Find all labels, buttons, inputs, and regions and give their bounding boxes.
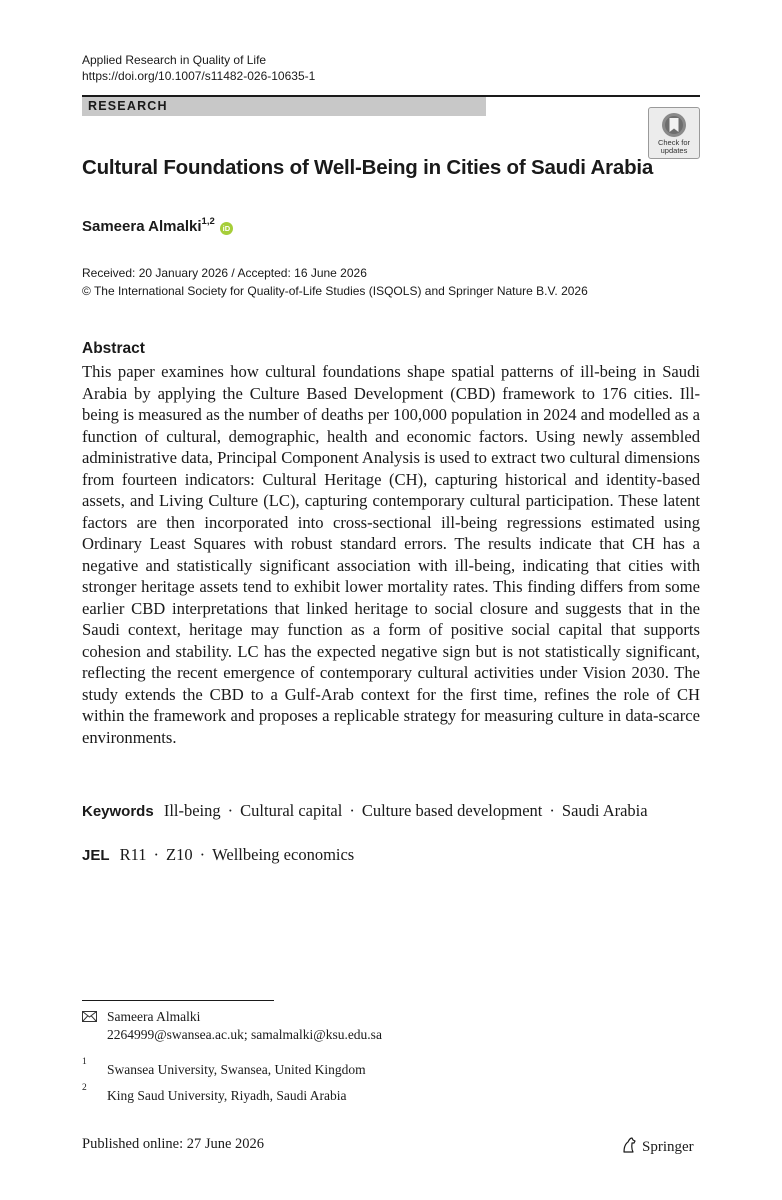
orcid-icon[interactable]: iD [220, 222, 233, 235]
jel-label: JEL [82, 847, 110, 864]
keywords-line: Keywords Ill-being · Cultural capital · Culture based development · Saudi Arabia [82, 801, 648, 820]
envelope-icon [82, 1011, 97, 1022]
keyword: Ill-being [163, 801, 221, 820]
journal-name: Applied Research in Quality of Life [82, 53, 267, 67]
abstract-text: This paper examines how cultural foundations shape spatial patterns of ill-being in Saudi Arabia by applying the Culture Based Development (CBD) framework to 176 cities. Ill-being is measured as the number of deaths per 100,000 population in 2024 and modelled as a function of cultural, demographic, health and economic factors. Using newly assembled administrative data, Principal Component Analysis is used to extract two cultural dimensions from fourteen indicators: Cultural Heritage (CH), capturing historical and identity-based assets, and Living Culture (LC), capturing contemporary cultural participation. These latent factors are then incorporated into cross-sectional ill-being regressions estimated using Ordinary Least Squares with robust standard errors. The results indicate that CH has a negative and statistically significant association with ill-being, indicating that cities with stronger heritage assets tend to exhibit lower mortality rates. This finding differs from some earlier CBD interpretations that linked heritage to social closure and suggests that in the Saudi context, heritage may function as a form of positive social capital that supports cohesion and stability. LC has the expected negative sign but is not statistically significant, reflecting the recent emergence of contemporary cultural activities under Vision 2030. The study extends the CBD to a Gulf-Arab context for the first time, refines the role of CH within the framework and proposes a replicable strategy for measuring culture in data-scarce environments. [82, 362, 700, 747]
keyword: Saudi Arabia [561, 801, 648, 820]
affiliation-text: Swansea University, Swansea, United Kingdom [107, 1062, 366, 1077]
article-title: Cultural Foundations of Well-Being in Cities of Saudi Arabia [82, 156, 654, 179]
affiliation-number: 2 [82, 1083, 87, 1093]
published-online: Published online: 27 June 2026 [82, 1136, 265, 1152]
jel-line: JEL R11 · Z10 · Wellbeing economics [82, 845, 355, 864]
author-line [82, 216, 233, 235]
author-name: Sameera Almalki [82, 218, 202, 235]
springer-horse-icon [620, 1136, 638, 1154]
publisher-logo [620, 1136, 694, 1156]
publisher-name: Springer [642, 1139, 694, 1155]
doi-link[interactable]: https://doi.org/10.1007/s11482-026-10635-1 [82, 69, 316, 83]
keyword: Cultural capital [240, 801, 343, 820]
article-type-label: RESEARCH [88, 99, 168, 113]
correspondence-name: Sameera Almalki [107, 1009, 201, 1024]
journal-header [82, 52, 315, 84]
received-accepted-dates: Received: 20 January 2026 / Accepted: 16 June 2026 [82, 266, 367, 280]
affiliation-number: 1 [82, 1057, 87, 1067]
jel-code: R11 [119, 845, 147, 864]
copyright-notice: © The International Society for Quality-of-Life Studies (ISQOLS) and Springer Nature B.V. 2026 [82, 284, 588, 298]
correspondence-emails[interactable]: 2264999@swansea.ac.uk; samalmalki@ksu.edu.sa [107, 1027, 382, 1042]
jel-code: Z10 [166, 845, 193, 864]
author-affiliation-marks: 1,2 [201, 216, 215, 227]
check-updates-line1: Check for [657, 138, 691, 147]
keyword: Culture based development [361, 801, 543, 820]
abstract-heading: Abstract [82, 340, 145, 357]
article-dates [82, 264, 588, 300]
check-updates-line2: updates [660, 146, 688, 155]
check-for-updates-badge[interactable] [648, 107, 700, 159]
jel-code: Wellbeing economics [212, 845, 355, 864]
affiliation-text: King Saud University, Riyadh, Saudi Arabia [107, 1088, 347, 1103]
keywords-label: Keywords [82, 803, 154, 820]
footnote-rule [82, 1000, 274, 1001]
bookmark-icon [661, 112, 687, 138]
